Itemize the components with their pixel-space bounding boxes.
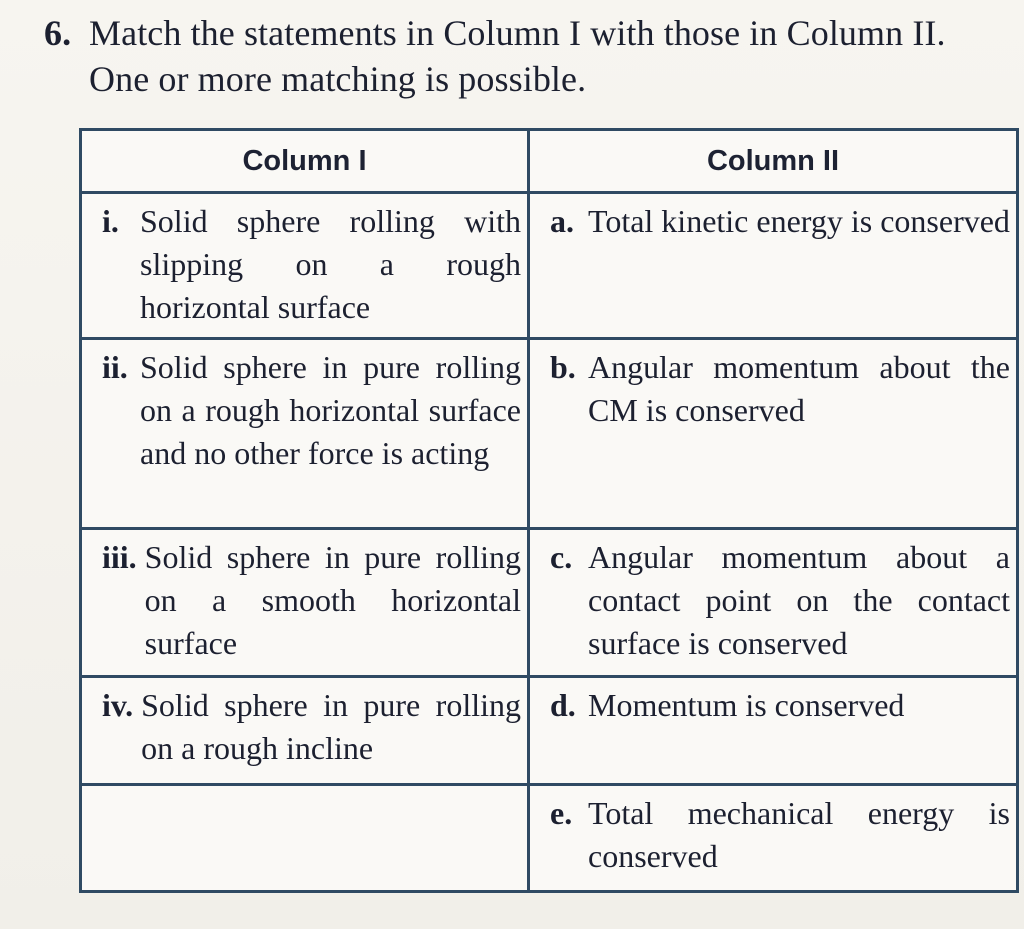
column2-header: Column II bbox=[529, 130, 1018, 193]
table-row bbox=[81, 529, 1018, 677]
column1-cell bbox=[81, 677, 529, 785]
statement-label: iv. bbox=[102, 687, 134, 723]
table-row bbox=[81, 339, 1018, 529]
table-row bbox=[81, 785, 1018, 892]
column2-cell bbox=[529, 339, 1018, 529]
column2-cell bbox=[529, 529, 1018, 677]
question-instruction: Match the statements in Column I with those in Column II. bbox=[89, 13, 946, 53]
option-label: d. bbox=[550, 687, 576, 723]
statement-text: Solid sphere in pure rolling on a rough incline bbox=[141, 687, 521, 766]
column1-cell bbox=[81, 529, 529, 677]
option-label: b. bbox=[550, 349, 576, 385]
header-row bbox=[81, 130, 1018, 193]
option-text: Momentum is conserved bbox=[588, 687, 905, 723]
statement-text: Solid sphere in pure rolling on a smooth horizontal surface bbox=[144, 539, 521, 661]
statement-text: Solid sphere rolling with slipping on a rough horizontal surface bbox=[140, 203, 521, 325]
option-label: c. bbox=[550, 539, 573, 575]
statement-label: ii. bbox=[102, 349, 128, 385]
option-text: Angular momentum about a contact point on the contact surface is conserved bbox=[588, 539, 1010, 661]
column2-cell bbox=[529, 677, 1018, 785]
empty-column1-cell bbox=[81, 785, 529, 892]
statement-label: iii. bbox=[102, 539, 137, 575]
column1-cell bbox=[81, 339, 529, 529]
option-label: a. bbox=[550, 203, 574, 239]
table-row bbox=[81, 193, 1018, 339]
option-text: Total mechanical energy is conserved bbox=[588, 795, 1010, 874]
option-text: Angular momentum about the CM is conserved bbox=[588, 349, 1010, 428]
option-text: Total kinetic energy is conserved bbox=[588, 203, 1010, 239]
column2-cell bbox=[529, 785, 1018, 892]
statement-text: Solid sphere in pure rolling on a rough horizontal surface and no other force is acting bbox=[140, 349, 521, 471]
question-number: 6. bbox=[44, 13, 72, 53]
column1-header: Column I bbox=[81, 130, 529, 193]
column2-cell bbox=[529, 193, 1018, 339]
statement-label: i. bbox=[102, 203, 119, 239]
question-block bbox=[44, 10, 1019, 102]
column1-cell bbox=[81, 193, 529, 339]
matching-table bbox=[79, 128, 1019, 893]
table-row bbox=[81, 677, 1018, 785]
option-label: e. bbox=[550, 795, 573, 831]
question-first-line bbox=[44, 10, 1019, 56]
question-note: One or more matching is possible. bbox=[89, 59, 587, 99]
